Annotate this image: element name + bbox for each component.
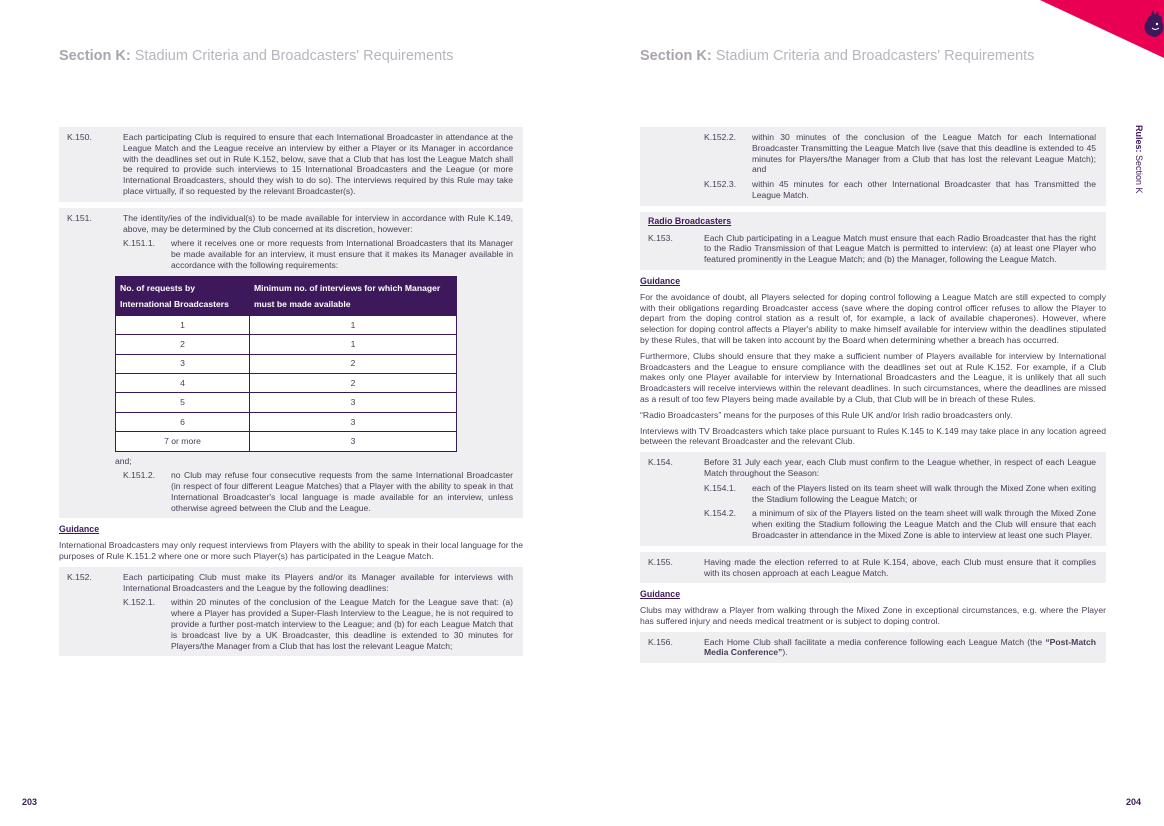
- table-cell: 1: [250, 335, 457, 354]
- table-cell: 5: [116, 393, 250, 412]
- rule-text: Having made the election referred to at Rule K.154, above, each Club must ensure that it complies with its chosen approach at each League Match.: [704, 556, 1096, 578]
- table-row: [116, 315, 457, 334]
- table-cell: 7 or more: [116, 432, 250, 451]
- guidance-paragraph: Interviews with TV Broadcasters which take place pursuant to Rules K.145 to K.149 may take place in any location agreed between the relevant Broadcaster and the relevant Club.: [640, 425, 1106, 447]
- radio-broadcasters-section: [640, 212, 1106, 270]
- rule-text: The identity/ies of the individual(s) to be made available for interview in accordance with Rule K.149, above, may be determined by the Club concerned at its discretion, however:: [123, 212, 513, 234]
- guidance-heading: Guidance: [640, 589, 681, 600]
- subrule-text: no Club may refuse four consecutive requests from the same International Broadcaster (in respect of four different League Matches) that a Player with the ability to speak in that International Broadcaster's local language is made available for an interview, unless otherwise agreed between the Club and the League.: [171, 470, 513, 513]
- table-cell: 3: [250, 393, 457, 412]
- rule-k154: [640, 452, 1106, 546]
- table-cell: 2: [250, 373, 457, 392]
- rule-text-part: Each Home Club shall facilitate a media conference following each League Match (the: [704, 636, 1046, 647]
- rule-k151: [59, 208, 523, 519]
- subrule-text: within 45 minutes for each other International Broadcaster that has Transmitted the League Match.: [752, 179, 1096, 200]
- subrule-text: each of the Players listed on its team sheet will walk through the Mixed Zone when exiting the Stadium following the League Match; or: [752, 482, 1096, 504]
- guidance-text: Clubs may withdraw a Player from walking through the Mixed Zone in exceptional circumstances, e.g. where the Player has suffered injury and needs medical treatment or is subject to doping control.: [640, 605, 1106, 626]
- table-cell: 2: [116, 335, 250, 354]
- subrule-text: where it receives one or more requests from International Broadcasters that its Manager be made available for an interview, it must ensure that it makes its Manager available in accordance with the following requirements:: [171, 238, 513, 270]
- rule-number: K.154.: [648, 457, 673, 468]
- page-number: 203: [22, 797, 38, 807]
- guidance-text: International Broadcasters may only request interviews from Players with the ability to speak in their local language for the purposes of Rule K.151.2 where one or more such Player(s) has participated in the League Match.: [59, 540, 523, 562]
- page-number: 204: [1126, 797, 1142, 807]
- rule-number: K.156.: [648, 636, 673, 647]
- subrule-number: K.152.1.: [123, 597, 156, 608]
- guidance-paragraph: “Radio Broadcasters” means for the purposes of this Rule UK and/or Irish radio broadcasters only.: [640, 409, 1013, 420]
- table-cell: 3: [116, 354, 250, 373]
- section-label: Section K:: [59, 48, 131, 64]
- table-cell: 3: [250, 432, 457, 451]
- table-cell: 6: [116, 412, 250, 431]
- subrule-text: a minimum of six of the Players listed on the team sheet will walk through the Mixed Zone when exiting the Stadium following the League Match and the Club will ensure that each Broadcaster in attendance in the Mixed Zone is able to interview at least one such Player.: [752, 508, 1096, 540]
- rule-text: Before 31 July each year, each Club must confirm to the League whether, in respect of each League Match throughout the Season:: [704, 457, 1096, 478]
- rule-text-part: ).: [782, 647, 788, 658]
- table-row: [116, 354, 457, 373]
- rule-number: K.151.: [67, 212, 92, 223]
- table-cell: 1: [250, 315, 457, 334]
- guidance-heading: Guidance: [59, 524, 100, 535]
- table-row: [116, 412, 457, 431]
- manager-interview-table: [115, 276, 457, 452]
- guidance-paragraph: Furthermore, Clubs should ensure that they make a sufficient number of Players available for interview by International Broadcasters and the League to ensure compliance with the deadlines set out at Rule K.152. For example, if a Club makes only one Player available for interview by International Broadcasters and the League, it is unlikely that all such Broadcasters will receive interviews within the relevant deadlines. In such circumstances, where the deadlines are missed as a result of too few Players being made available by a Club, that Club will be in breach of these Rules.: [640, 350, 1106, 404]
- rule-text: Each participating Club must make its Players and/or its Manager available for interviews with International Broadcasters and the League by the following deadlines:: [123, 571, 513, 593]
- section-label: Section K:: [640, 48, 712, 64]
- subrule-number: K.152.2.: [704, 132, 737, 142]
- rule-k152: [59, 567, 523, 657]
- subrule-number: K.154.2.: [704, 508, 737, 519]
- rule-k155: [640, 552, 1106, 584]
- table-header: No. of requests by International Broadcasters: [116, 276, 250, 315]
- table-row: [116, 335, 457, 354]
- guidance-heading: Guidance: [640, 275, 681, 286]
- subrule-number: K.154.1.: [704, 482, 737, 493]
- right-content: [640, 127, 1106, 669]
- table-header: Minimum no. of interviews for which Manager must be made available: [250, 276, 457, 315]
- subrule-number: K.152.3.: [704, 179, 737, 190]
- rule-number: K.152.: [67, 571, 92, 582]
- table-row: [116, 373, 457, 392]
- left-content: [59, 127, 523, 662]
- side-tab-text: Section K: [1134, 155, 1144, 194]
- subrule-number: K.151.1.: [123, 238, 156, 249]
- rule-number: K.153.: [648, 232, 673, 243]
- rule-number: K.150.: [67, 132, 92, 142]
- subrule-text: within 20 minutes of the conclusion of the League Match for the League save that: (a) where a Player has provided a Super-Flash Interview to the League, he is not required to provide a further post-match interview to the League; and (b) for each League Match that is broadcast live by a UK Broadcaster, this deadline is extended to 30 minutes for Players/the Manager from a Club that has lost the relevant League Match;: [171, 597, 513, 651]
- radio-heading: Radio Broadcasters: [648, 215, 732, 226]
- subrule-k152-1: [123, 597, 513, 651]
- subrule-k152-2: [704, 132, 1096, 175]
- table-row: [116, 393, 457, 412]
- table-cell: 2: [250, 354, 457, 373]
- rule-k156: [640, 632, 1106, 664]
- subrule-k151-1: [123, 238, 513, 270]
- rule-text: Each Club participating in a League Match must ensure that each Radio Broadcaster that has the right to the Radio Transmission of that League Match is permitted to interview: (a) at least one Player who featured prominently in the League Match; and (b) the Manager, following the League Match.: [704, 232, 1096, 265]
- subrule-k151-2: [123, 470, 513, 513]
- rule-text: [704, 637, 1096, 659]
- rule-text: Each participating Club is required to ensure that each International Broadcaster in attendance at the League Match and the League receive an interview by either a Player or its Manager in accordance with the deadlines set out in Rule K.152, below, save that a Club that has lost the League Match shall be required to provide such interviews to 15 International Broadcasters and the League (or more International Broadcasters, should they wish to do so). The interviews required by this Rule may take place virtually, if so requested by the relevant Broadcaster(s).: [123, 132, 513, 196]
- table-row: [116, 432, 457, 451]
- rule-k152-continued: [640, 127, 1106, 206]
- section-title: Stadium Criteria and Broadcasters' Requirements: [715, 48, 1035, 64]
- table-cell: 4: [116, 373, 250, 392]
- subrule-k152-3: [704, 179, 1096, 201]
- defined-term: “Post-Match Media Conference”: [704, 636, 1096, 658]
- subrule-k154-1: [704, 483, 1096, 505]
- and-text: and;: [115, 455, 132, 466]
- guidance-paragraph: For the avoidance of doubt, all Players selected for doping control following a League Match are still expected to comply with their obligations regarding Broadcaster access (save where the doping control officer refuses to allow the Player to depart from the doping control station as a result of, for example, a lack of available chaperones). However, where selection for doping control affects a Player's ability to make himself available for interview within the deadlines stipulated by these Rules, that will be taken into account by the Board when determining whether a breach has occurred.: [640, 291, 1106, 345]
- page-header: [59, 48, 453, 64]
- side-tab: [1129, 126, 1143, 206]
- subrule-number: K.151.2.: [123, 470, 156, 481]
- right-page: [582, 0, 1164, 826]
- rule-k150: [59, 127, 523, 202]
- section-title: Stadium Criteria and Broadcasters' Requirements: [134, 48, 454, 64]
- rule-number: K.155.: [648, 556, 673, 567]
- page-header: [640, 48, 1034, 64]
- table-cell: 1: [116, 315, 250, 334]
- subrule-k154-2: [704, 508, 1096, 540]
- side-tab-bold: Rules:: [1134, 125, 1144, 153]
- subrule-text: within 30 minutes of the conclusion of the League Match for each International Broadcaster Transmitting the League Match live (save that this deadline is extended to 45 minutes for Players/the Manager from a Club that has lost the relevant League Match); and: [752, 132, 1096, 175]
- table-cell: 3: [250, 412, 457, 431]
